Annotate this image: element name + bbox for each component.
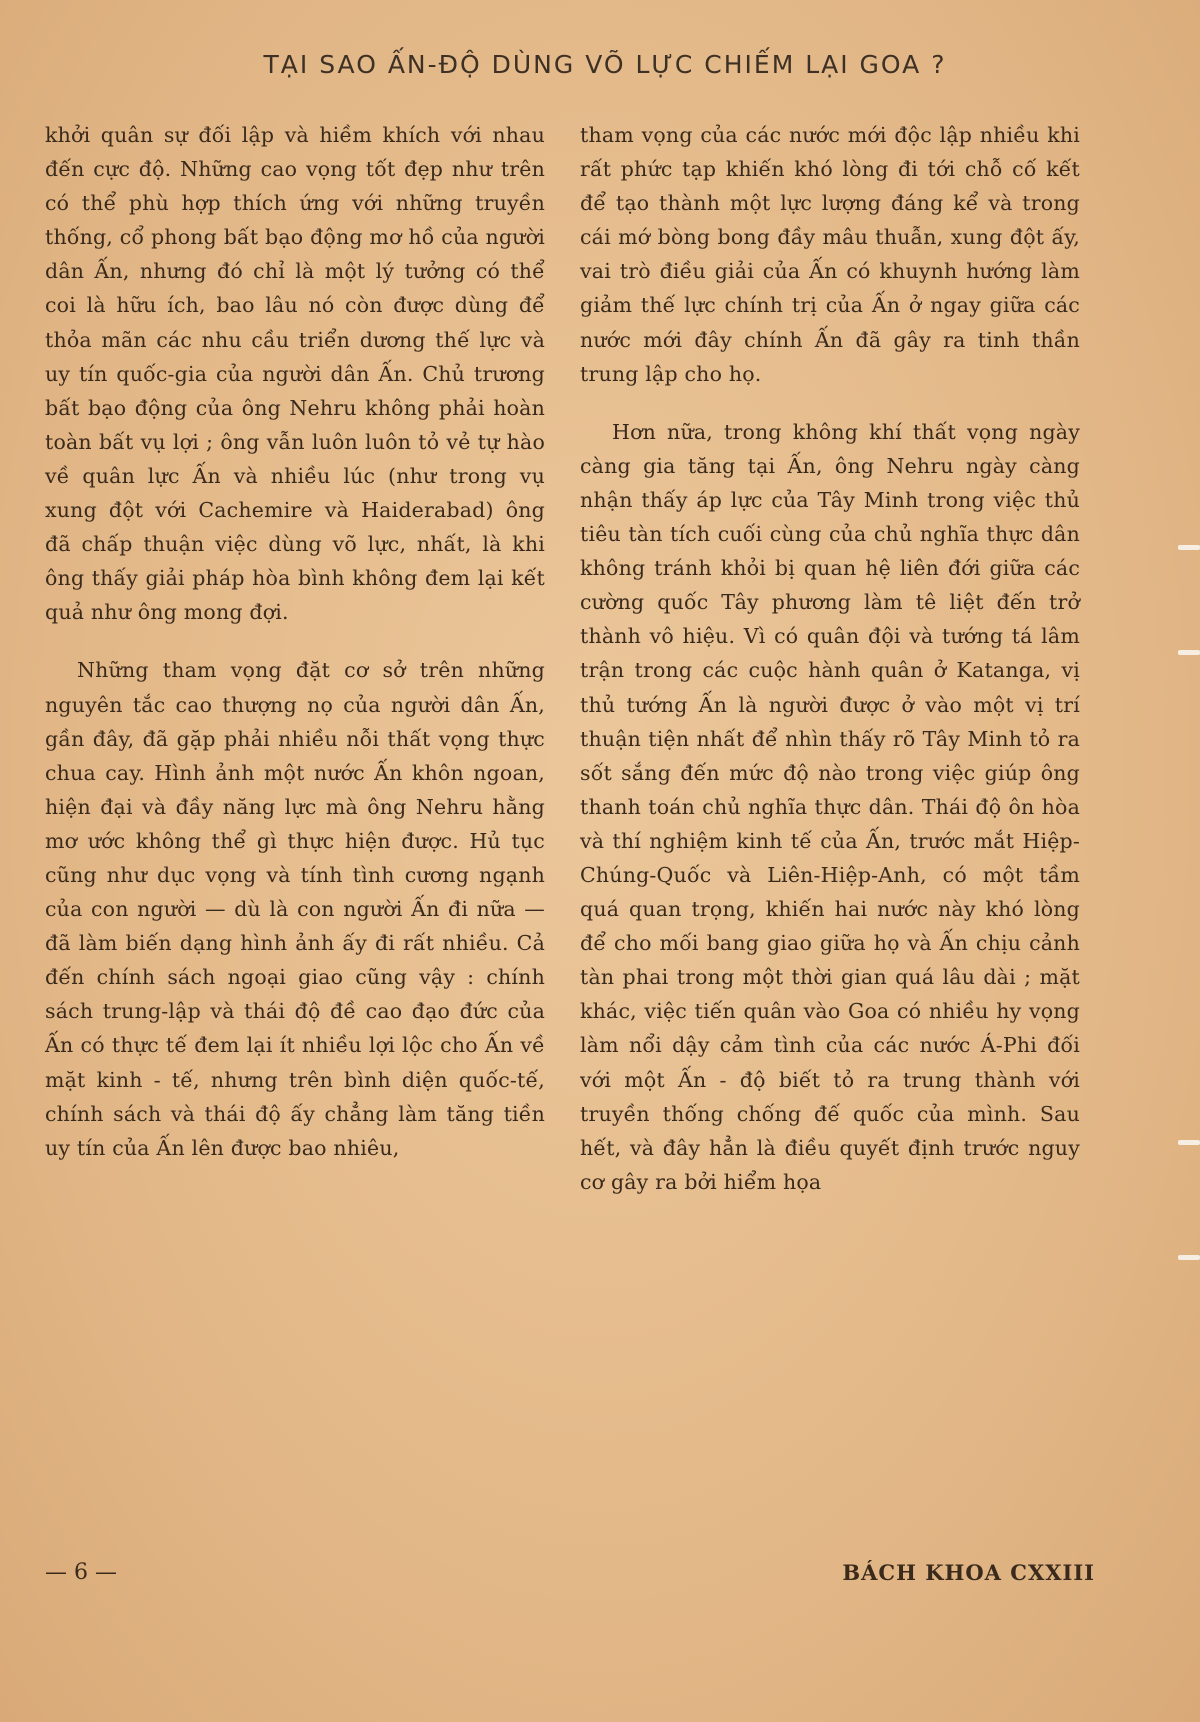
left-paragraph-1: khởi quân sự đối lập và hiềm khích với nhau đến cực độ. Những cao vọng tốt đẹp như trên có thể phù hợp thích ứng với những truyền thống, cổ phong bất bạo động mơ hồ của người dân Ấn, nhưng đó chỉ là một lý tưởng có thể coi là hữu ích, bao lâu nó còn được dùng để thỏa mãn các nhu cầu triển dương thế lực và uy tín quốc-gia của người dân Ấn. Chủ trương bất bạo động của ông Nehru không phải hoàn toàn bất vụ lợi ; ông vẫn luôn luôn tỏ vẻ tự hào về quân lực Ấn và nhiều lúc (như trong vụ xung đột với Cachemire và Haiderabad) ông đã chấp thuận việc dùng võ lực, nhất, là khi ông thấy giải pháp hòa bình không đem lại kết quả như ông mong đợi. xyxy=(45,123,545,625)
right-column xyxy=(580,118,1080,1199)
running-title: TẠI SAO ẤN-ĐỘ DÙNG VÕ LỰC CHIẾM LẠI GOA ? xyxy=(263,50,947,79)
page-edge-mark xyxy=(1178,1140,1200,1145)
page-edge-mark xyxy=(1178,545,1200,550)
left-column xyxy=(45,118,545,1165)
page-edge-mark xyxy=(1178,650,1200,655)
magazine-issue: BÁCH KHOA CXXIII xyxy=(842,1560,1095,1585)
page-edge-mark xyxy=(1178,1255,1200,1260)
right-paragraph-2: Hơn nữa, trong không khí thất vọng ngày càng gia tăng tại Ấn, ông Nehru ngày càng nhận thấy áp lực của Tây Minh trong việc thủ tiêu tàn tích cuối cùng của chủ nghĩa thực dân không tránh khỏi bị quan hệ liên đới giữa các cường quốc Tây phương làm tê liệt đến trở thành vô hiệu. Vì có quân đội và tướng tá lâm trận trong các cuộc hành quân ở Katanga, vị thủ tướng Ấn là người được ở vào một vị trí thuận tiện nhất để nhìn thấy rõ Tây Minh tỏ ra sốt sắng đến mức độ nào trong việc giúp ông thanh toán chủ nghĩa thực dân. Thái độ ôn hòa và thí nghiệm kinh tế của Ấn, trước mắt Hiệp-Chúng-Quốc và Liên-Hiệp-Anh, có một tầm quá quan trọng, khiến hai nước này khó lòng để cho mối bang giao giữa họ và Ấn chịu cảnh tàn phai trong một thời gian quá lâu dài ; mặt khác, việc tiến quân vào Goa có nhiều hy vọng làm nổi dậy cảm tình của các nước Á-Phi đối với một Ấn - độ biết tỏ ra trung thành với truyền thống chống đế quốc của mình. Sau hết, và đây hẳn là điều quyết định trước nguy cơ gây ra bởi hiểm họa xyxy=(580,419,1080,1194)
page-number: — 6 — xyxy=(45,1560,117,1585)
left-paragraph-2: Những tham vọng đặt cơ sở trên những nguyên tắc cao thượng nọ của người dân Ấn, gần đây, đã gặp phải nhiều nỗi thất vọng thực chua cay. Hình ảnh một nước Ấn khôn ngoan, hiện đại và đầy năng lực mà ông Nehru hằng mơ ước không thể gì thực hiện được. Hủ tục cũng như dục vọng và tính tình cương ngạnh của con người — dù là con người Ấn đi nữa — đã làm biến dạng hình ảnh ấy đi rất nhiều. Cả đến chính sách ngoại giao cũng vậy : chính sách trung-lập và thái độ đề cao đạo đức của Ấn có thực tế đem lại ít nhiều lợi lộc cho Ấn về mặt kinh - tế, nhưng trên bình diện quốc-tế, chính sách và thái độ ấy chẳng làm tăng tiền uy tín của Ấn lên được bao nhiêu, xyxy=(45,658,545,1160)
right-paragraph-1: tham vọng của các nước mới độc lập nhiều khi rất phức tạp khiến khó lòng đi tới chỗ cố kết để tạo thành một lực lượng đáng kể và trong cái mớ bòng bong đầy mâu thuẫn, xung đột ấy, vai trò điều giải của Ấn có khuynh hướng làm giảm thế lực chính trị của Ấn ở ngay giữa các nước mới đây chính Ấn đã gây ra tinh thần trung lập cho họ. xyxy=(580,123,1080,386)
